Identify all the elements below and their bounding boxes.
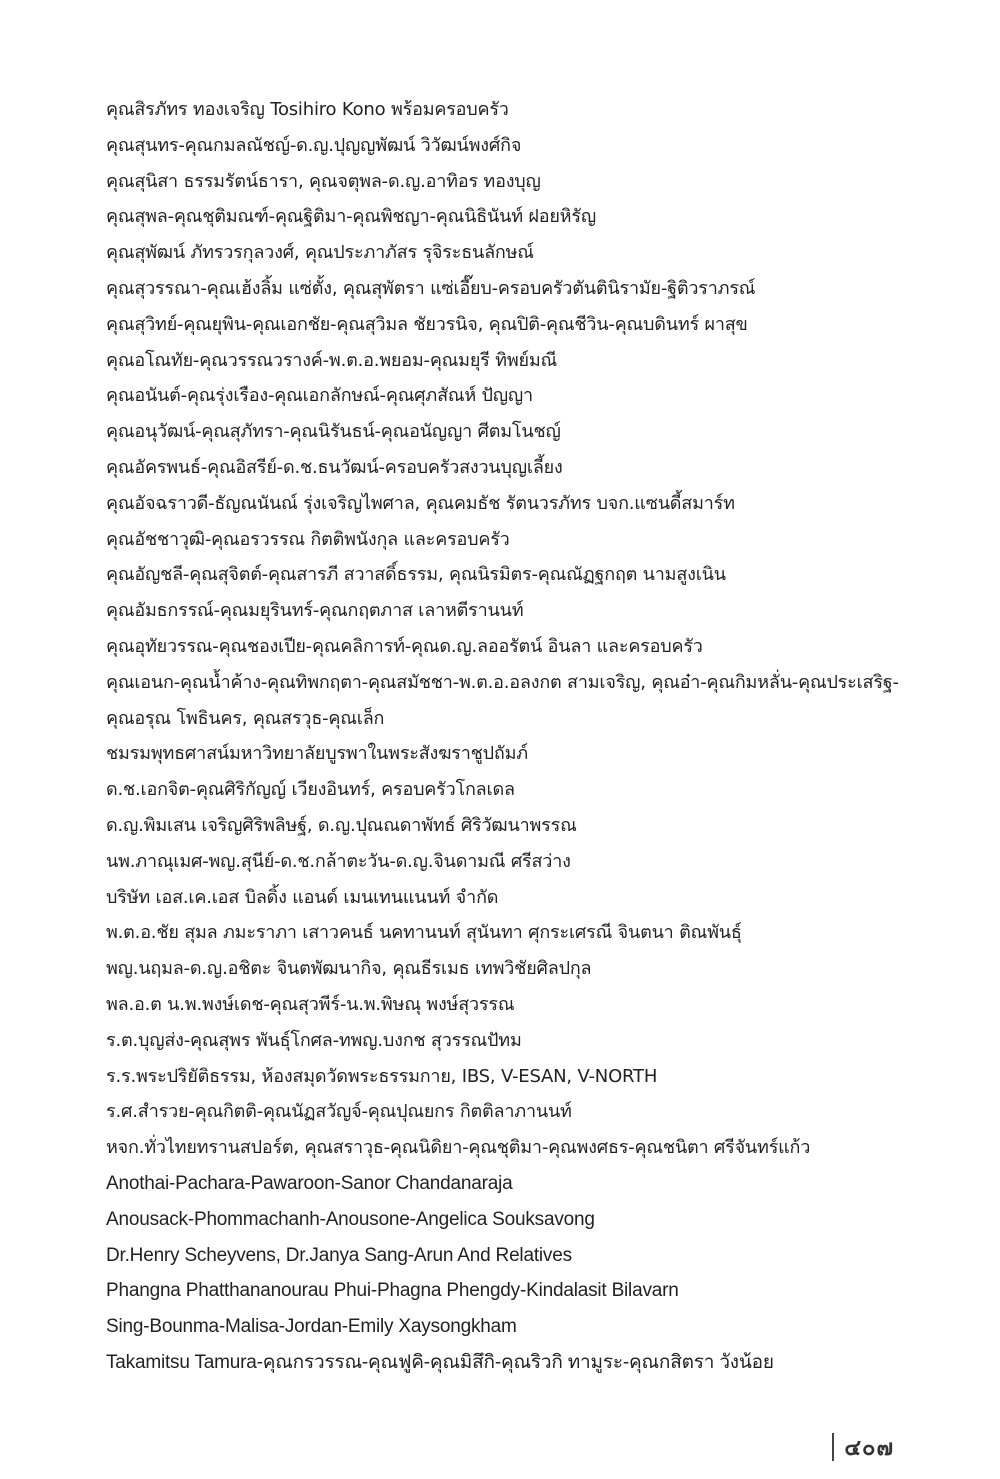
footer-divider: [832, 1433, 834, 1461]
list-item: คุณอรุณ โพธินคร, คุณสรวุธ-คุณเล็ก: [106, 707, 385, 729]
list-item: พล.อ.ต น.พ.พงษ์เดช-คุณสุวพีร์-น.พ.พิษณุ พงษ์สุวรรณ: [106, 993, 515, 1015]
list-item: คุณอนุวัฒน์-คุณสุภัทรา-คุณนิรันธน์-คุณอนัญญา ศีตมโนชญ์: [106, 421, 561, 443]
list-item: คุณอุทัยวรรณ-คุณชองเปีย-คุณคลิการท์-คุณด.ญ.ลออรัตน์ อินลา และครอบครัว: [106, 635, 703, 657]
list-item: พญ.นฤมล-ด.ญ.อชิตะ จินตพัฒนากิจ, คุณธีรเมธ เทพวิชัยศิลปกุล: [106, 958, 592, 980]
donor-list: [106, 92, 966, 1381]
list-item: นพ.ภาณุเมศ-พญ.สุนีย์-ด.ช.กล้าตะวัน-ด.ญ.จินดามณี ศรีสว่าง: [106, 850, 571, 872]
page-footer: [832, 1431, 894, 1463]
list-item: Anothai-Pachara-Pawaroon-Sanor Chandanaraja: [106, 1172, 513, 1194]
list-item: ร.ร.พระปริยัติธรรม, ห้องสมุดวัดพระธรรมกาย, IBS, V-ESAN, V-NORTH: [106, 1065, 658, 1087]
list-item: ร.ศ.สำรวย-คุณกิตติ-คุณนัฏสวัญจ์-คุณปุณยกร กิตติลาภานนท์: [106, 1101, 572, 1123]
list-item: คุณอนันต์-คุณรุ่งเรือง-คุณเอกลักษณ์-คุณศุภสัณห์ ปัญญา: [106, 385, 533, 407]
list-item: หจก.ทั่วไทยทรานสปอร์ต, คุณสราวุธ-คุณนิดิยา-คุณชุติมา-คุณพงศธร-คุณชนิตา ศรีจันทร์แก้ว: [106, 1137, 811, 1159]
list-item: Dr.Henry Scheyvens, Dr.Janya Sang-Arun And Relatives: [106, 1244, 572, 1266]
list-item: คุณเอนก-คุณน้ำค้าง-คุณทิพกฤตา-คุณสมัชชา-พ.ต.อ.อลงกต สามเจริญ, คุณอ๋า-คุณกิมหลั่น-คุณประเสริฐ-: [106, 671, 899, 693]
list-item: คุณสุนิสา ธรรมรัตน์ธารา, คุณจตุพล-ด.ญ.อาทิอร ทองบุญ: [106, 170, 541, 192]
list-item: คุณอัมธกรรณ์-คุณมยุรินทร์-คุณกฤตภาส เลาหตีรานนท์: [106, 600, 524, 622]
list-item: คุณอัครพนธ์-คุณอิสรีย์-ด.ช.ธนวัฒน์-ครอบครัวสงวนบุญเลี้ยง: [106, 456, 563, 478]
list-item: คุณอโณทัย-คุณวรรณวรางค์-พ.ต.อ.พยอม-คุณมยุรี ทิพย์มณี: [106, 349, 558, 371]
list-item: Sing-Bounma-Malisa-Jordan-Emily Xaysongkham: [106, 1316, 517, 1338]
list-item: Phangna Phatthananourau Phui-Phagna Phengdy-Kindalasit Bilavarn: [106, 1280, 679, 1302]
list-item: คุณสุพัฒน์ ภัทรวรกุลวงศ์, คุณประภาภัสร รุจิระธนลักษณ์: [106, 242, 534, 264]
list-item: พ.ต.อ.ชัย สุมล ภมะราภา เสาวคนธ์ นคทานนท์ สุนันทา ศุกระเศรณี จินตนา ติณพันธุ์: [106, 922, 742, 944]
list-item: คุณสุนทร-คุณกมลณัชญ์-ด.ญ.ปุญญพัฒน์ วิวัฒน์พงศ์กิจ: [106, 134, 522, 156]
list-item: คุณอัชชาวุฒิ-คุณอรวรรณ กิตติพนังกุล และครอบครัว: [106, 528, 510, 550]
list-item: คุณสิรภัทร ทองเจริญ Tosihiro Kono พร้อมครอบครัว: [106, 99, 509, 120]
list-item: ร.ต.บุญส่ง-คุณสุพร พันธุ์โกศล-ทพญ.บงกช สุวรรณปัทม: [106, 1029, 522, 1051]
list-item: คุณสุพล-คุณชุติมณฑ์-คุณฐิติมา-คุณพิชญา-คุณนิธินันท์ ฝอยหิรัญ: [106, 206, 596, 228]
list-item: คุณอัจฉราวดี-ธัญณนันณ์ รุ่งเจริญไพศาล, คุณคมธัช รัตนวรภัทร บจก.แซนดี้สมาร์ท: [106, 492, 735, 514]
list-item: คุณสุวรรณา-คุณเฮ้งลิ้ม แซ่ตั้ง, คุณสุพัตรา แซ่เอี๊ยบ-ครอบครัวตันตินิรามัย-ฐิติวราภรณ์: [106, 277, 756, 299]
list-item: ด.ช.เอกจิต-คุณศิริกัญญ์ เวียงอินทร์, ครอบครัวโกลเดล: [106, 779, 515, 801]
list-item: คุณสุวิทย์-คุณยุพิน-คุณเอกชัย-คุณสุวิมล ชัยวรนิจ, คุณปิติ-คุณชีวิน-คุณบดินทร์ ผาสุข: [106, 313, 748, 335]
list-item: Takamitsu Tamura-คุณกรวรรณ-คุณฟูคิ-คุณมิสึกิ-คุณริวกิ ทามูระ-คุณกสิตรา วังน้อย: [106, 1351, 774, 1373]
list-item: คุณอัญชลี-คุณสุจิตต์-คุณสารภี สวาสดิ์ธรรม, คุณนิรมิตร-คุณณัฏฐกฤต นามสูงเนิน: [106, 564, 726, 586]
list-item: ด.ญ.พิมเสน เจริญศิริพลิษฐ์, ด.ญ.ปุณณดาพัทธ์ ศิริวัฒนาพรรณ: [106, 814, 577, 836]
list-item: ชมรมพุทธศาสน์มหาวิทยาลัยบูรพาในพระสังฆราชูปถัมภ์: [106, 743, 528, 765]
page-number: ๔๐๗: [844, 1435, 894, 1461]
list-item: Anousack-Phommachanh-Anousone-Angelica Souksavong: [106, 1208, 595, 1230]
list-item: บริษัท เอส.เค.เอส บิลดิ้ง แอนด์ เมนเทนแนนท์ จำกัด: [106, 886, 499, 908]
